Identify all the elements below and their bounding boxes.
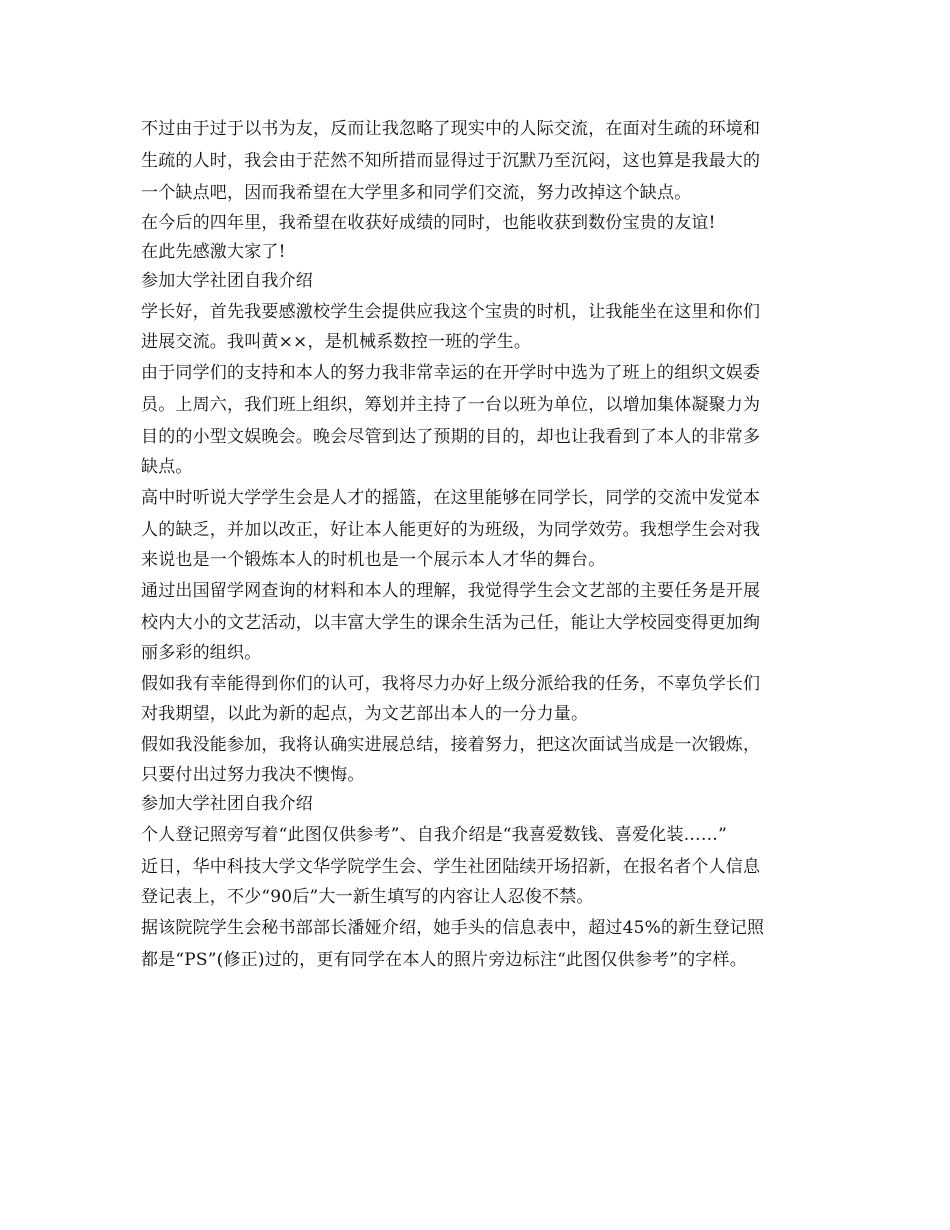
text-line: 只要付出过努力我决不懊悔。 xyxy=(141,765,365,785)
text-line: 假如我没能参加，我将认确实进展总结，接着努力，把这次面试当成是一次锻炼， xyxy=(141,735,761,755)
text-line: 校内大小的文艺活动，以丰富大学生的课余生活为己任，能让大学校园变得更加绚 xyxy=(141,613,761,633)
text-line: 一个缺点吧，因而我希望在大学里多和同学们交流，努力改掉这个缺点。 xyxy=(141,183,692,203)
section-heading: 参加大学社团自我介绍 xyxy=(141,794,313,814)
text-line: 员。上周六，我们班上组织，筹划并主持了一台以班为单位，以增加集体凝聚力为 xyxy=(141,395,761,415)
section-heading: 参加大学社团自我介绍 xyxy=(141,271,313,291)
text-line: 学长好，首先我要感激校学生会提供应我这个宝贵的时机，让我能坐在这里和你们 xyxy=(141,302,761,322)
text-line: 生疏的人时，我会由于茫然不知所措而显得过于沉默乃至沉闷，这也算是我最大的 xyxy=(141,151,761,171)
text-line: 丽多彩的组织。 xyxy=(141,643,262,663)
text-line: 人的缺乏，并加以改正，好让本人能更好的为班级，为同学效劳。我想学生会对我 xyxy=(141,520,761,540)
text-line: 对我期望，以此为新的起点，为文艺部出本人的一分力量。 xyxy=(141,704,589,724)
text-line: 来说也是一个锻炼本人的时机也是一个展示本人才华的舞台。 xyxy=(141,550,606,570)
text-line: 目的的小型文娱晚会。晚会尽管到达了预期的目的，却也让我看到了本人的非常多 xyxy=(141,427,761,447)
text-line: 在此先感激大家了! xyxy=(141,242,286,262)
text-line: 由于同学们的支持和本人的努力我非常幸运的在开学时中选为了班上的组织文娱委 xyxy=(141,363,761,383)
text-line: 在今后的四年里，我希望在收获好成绩的同时，也能收获到数份宝贵的友谊! xyxy=(141,213,716,233)
text-line: 缺点。 xyxy=(141,457,193,477)
text-line: 个人登记照旁写着“此图仅供参考”、自我介绍是“我喜爱数钱、喜爱化装……” xyxy=(141,825,727,845)
text-line: 据该院院学生会秘书部部长潘娅介绍，她手头的信息表中，超过45%的新生登记照 xyxy=(141,918,765,938)
text-line: 都是“PS”(修正)过的，更有同学在本人的照片旁边标注“此图仅供参考”的字样。 xyxy=(141,950,747,970)
text-line: 不过由于过于以书为友，反而让我忽略了现实中的人际交流，在面对生疏的环境和 xyxy=(141,119,761,139)
text-line: 进展交流。我叫黄××，是机械系数控一班的学生。 xyxy=(141,332,532,352)
text-line: 高中时听说大学学生会是人才的摇篮，在这里能够在同学长，同学的交流中发觉本 xyxy=(141,488,761,508)
text-line: 近日，华中科技大学文华学院学生会、学生社团陆续开场招新，在报名者个人信息 xyxy=(141,857,761,877)
text-line: 假如我有幸能得到你们的认可，我将尽力办好上级分派给我的任务，不辜负学长们 xyxy=(141,674,761,694)
document-body xyxy=(141,113,831,976)
text-line: 登记表上，不少“90后”大一新生填写的内容让人忍俊不禁。 xyxy=(141,887,594,907)
text-line: 通过出国留学网查询的材料和本人的理解，我觉得学生会文艺部的主要任务是开展 xyxy=(141,581,761,601)
